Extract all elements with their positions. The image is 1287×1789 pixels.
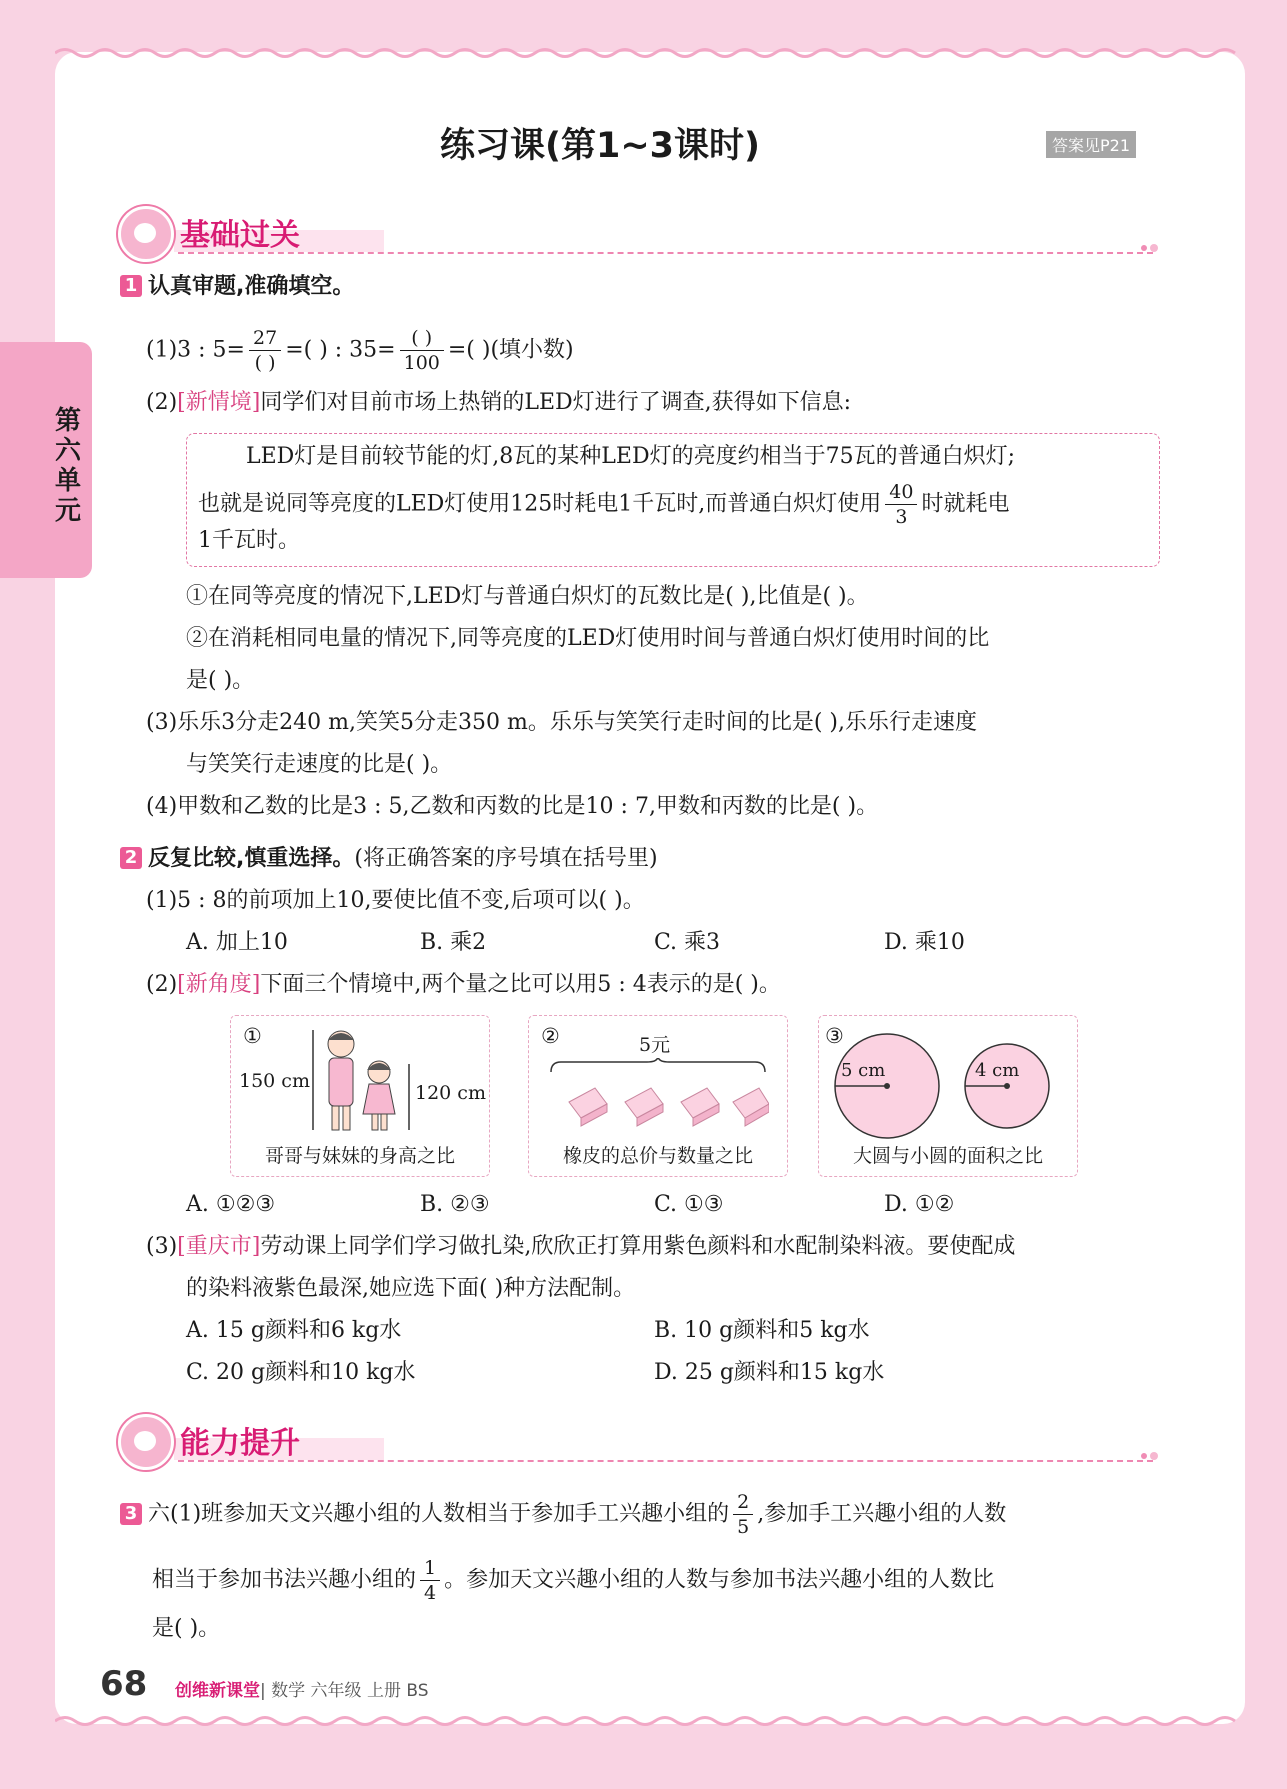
info-line-1: LED灯是目前较节能的灯,8瓦的某种LED灯的亮度约相当于75瓦的普通白炽灯; (246, 444, 1016, 469)
q2p3-text-cont[interactable]: 的染料液紫色最深,她应选下面( )种方法配制。 (186, 1276, 636, 1301)
info-line-2b: 时就耗电 (921, 491, 1010, 517)
page-title: 练习课(第1~3课时) (439, 126, 761, 166)
q2-part2 (146, 970, 781, 1000)
info-line-3: 1千瓦时。 (198, 528, 300, 553)
fraction-denominator: 100 (403, 352, 440, 374)
fraction-numerator: 40 (885, 480, 917, 505)
q1-part4[interactable]: (4)甲数和乙数的比是3 : 5,乙数和丙数的比是10 : 7,甲数和丙数的比是( )。 (146, 794, 879, 819)
section-title: 基础过关 (180, 218, 300, 253)
brand-name: 创维新课堂 (175, 1681, 260, 1701)
q3-text-a: 六(1)班参加天文兴趣小组的人数相当于参加手工兴趣小组的 (148, 1501, 730, 1527)
option-a[interactable]: A. ①②③ (186, 1192, 276, 1217)
fraction-numerator[interactable]: ( ) (400, 326, 444, 351)
part-prefix: (2) (146, 972, 178, 997)
option-a[interactable]: A. 加上10 (186, 930, 288, 955)
fraction (733, 1490, 753, 1539)
scenario-3-box (818, 1015, 1078, 1177)
q1p1-text-b: =( ) : 35= (285, 337, 396, 363)
q1-sub1[interactable]: ①在同等亮度的情况下,LED灯与普通白炽灯的瓦数比是( ),比值是( )。 (186, 584, 869, 609)
erasers-illustration-icon (547, 1058, 769, 1134)
scenario-number: ③ (825, 1024, 844, 1048)
q1-part3-cont[interactable]: 与笑笑行走速度的比是( )。 (186, 752, 453, 777)
unit-side-tab (0, 342, 92, 578)
big-circle-radius-label: 5 cm (841, 1060, 886, 1081)
scenario-1-box (230, 1015, 490, 1177)
q3-text-c: 相当于参加书法兴趣小组的 (152, 1567, 417, 1593)
q1-sub2: ②在消耗相同电量的情况下,同等亮度的LED灯使用时间与普通白炽灯使用时间的比 (186, 626, 990, 651)
fraction-denominator: 5 (737, 1516, 750, 1538)
section-divider (178, 252, 1153, 254)
circles-illustration-icon (833, 1032, 1069, 1140)
small-circle-radius-label: 4 cm (975, 1060, 1020, 1081)
fraction (885, 480, 917, 529)
q3-text-b: ,参加手工兴趣小组的人数 (757, 1501, 1007, 1527)
option-c[interactable]: C. 20 g颜料和10 kg水 (186, 1360, 416, 1385)
q2p3-text: 劳动课上同学们学习做扎染,欣欣正打算用紫色颜料和水配制染料液。要使配成 (260, 1234, 1016, 1259)
option-d[interactable]: D. 乘10 (884, 930, 965, 955)
option-b[interactable]: B. 乘2 (420, 930, 487, 955)
sister-height-label: 120 cm (415, 1082, 486, 1104)
section-title: 能力提升 (180, 1426, 300, 1461)
fraction-numerator: 27 (249, 326, 281, 351)
fraction-numerator: 2 (733, 1490, 753, 1515)
part-prefix: (2) (146, 390, 178, 415)
q3-line-1 (120, 1490, 1006, 1539)
info-line-2a: 也就是说同等亮度的LED灯使用125时耗电1千瓦时,而普通白炽灯使用 (198, 491, 882, 517)
fraction-denominator: 4 (424, 1582, 437, 1604)
brother-height-label: 150 cm (239, 1070, 310, 1092)
q1-heading (120, 272, 354, 302)
bottom-wave-border (55, 1714, 1245, 1728)
question-number: 2 (120, 847, 142, 869)
decorative-dots-icon (1140, 242, 1162, 254)
decorative-dots-icon (1140, 1450, 1162, 1462)
tag-new-angle: [新角度] (177, 972, 261, 997)
q1p1-text-c: =( )(填小数) (447, 337, 574, 363)
option-c[interactable]: C. 乘3 (654, 930, 721, 955)
total-price-label: 5元 (639, 1034, 671, 1056)
q1-sub2-answer[interactable]: 是( )。 (186, 668, 255, 693)
section-header-basics (118, 204, 1168, 260)
fraction-denominator: 3 (895, 506, 908, 528)
question-number: 3 (120, 1503, 142, 1525)
unit-label: 第六单元 (55, 406, 82, 526)
q3-answer-line[interactable]: 是( )。 (152, 1616, 221, 1641)
scenario-caption: 哥哥与妹妹的身高之比 (264, 1145, 455, 1167)
q2-heading-text: 反复比较,慎重选择。 (148, 846, 355, 871)
book-info: | 数学 六年级 上册 BS (260, 1681, 429, 1701)
top-wave-border (55, 46, 1245, 60)
part-prefix: (3) (146, 1234, 178, 1259)
q1p1-text-a: (1)3 : 5= (146, 337, 245, 363)
scenario-number: ① (243, 1024, 262, 1048)
fraction (420, 1556, 440, 1605)
tag-chongqing: [重庆市] (177, 1234, 261, 1259)
q3-line-2 (152, 1556, 994, 1605)
option-b[interactable]: B. ②③ (420, 1192, 490, 1217)
question-number: 1 (120, 275, 142, 297)
option-a[interactable]: A. 15 g颜料和6 kg水 (186, 1318, 402, 1343)
scenario-caption: 橡皮的总价与数量之比 (562, 1145, 753, 1167)
q2-part1[interactable]: (1)5 : 8的前项加上10,要使比值不变,后项可以( )。 (146, 888, 645, 913)
option-d[interactable]: D. 25 g颜料和15 kg水 (654, 1360, 885, 1385)
q1-part1 (146, 326, 574, 375)
fraction (400, 326, 444, 375)
fraction-numerator: 1 (420, 1556, 440, 1581)
q1-part2 (146, 388, 851, 418)
option-c[interactable]: C. ①③ (654, 1192, 724, 1217)
q2-part3 (146, 1232, 1015, 1262)
q1p2-text: 同学们对目前市场上热销的LED灯进行了调查,获得如下信息: (260, 390, 852, 415)
q2-heading-note: (将正确答案的序号填在括号里) (354, 846, 658, 871)
section-divider (178, 1460, 1153, 1462)
option-b[interactable]: B. 10 g颜料和5 kg水 (654, 1318, 870, 1343)
q2-heading (120, 844, 658, 874)
cartoon-avatar-icon (118, 1414, 174, 1470)
q2p2-text[interactable]: 下面三个情境中,两个量之比可以用5 : 4表示的是( )。 (260, 972, 781, 997)
section-header-ability (118, 1412, 1168, 1468)
fraction-denominator[interactable]: ( ) (254, 352, 276, 374)
option-d[interactable]: D. ①② (884, 1192, 955, 1217)
scenario-caption: 大圆与小圆的面积之比 (852, 1145, 1043, 1167)
scenario-number: ② (541, 1024, 560, 1048)
tag-new-context: [新情境] (177, 390, 261, 415)
info-line-2 (198, 480, 1010, 529)
cartoon-avatar-icon (118, 206, 174, 262)
fraction (249, 326, 281, 375)
page-number: 68 (100, 1664, 148, 1704)
q1-part3[interactable]: (3)乐乐3分走240 m,笑笑5分走350 m。乐乐与笑笑行走时间的比是( ),乐乐行走速度 (146, 710, 977, 735)
children-illustration-icon (311, 1026, 411, 1134)
answer-reference-badge: 答案见P21 (1046, 131, 1136, 158)
footer-info (175, 1676, 429, 1701)
q3-text-d: 。参加天文兴趣小组的人数与参加书法兴趣小组的人数比 (444, 1567, 995, 1593)
q1-heading-text: 认真审题,准确填空。 (148, 274, 355, 299)
scenario-2-box (528, 1015, 788, 1177)
